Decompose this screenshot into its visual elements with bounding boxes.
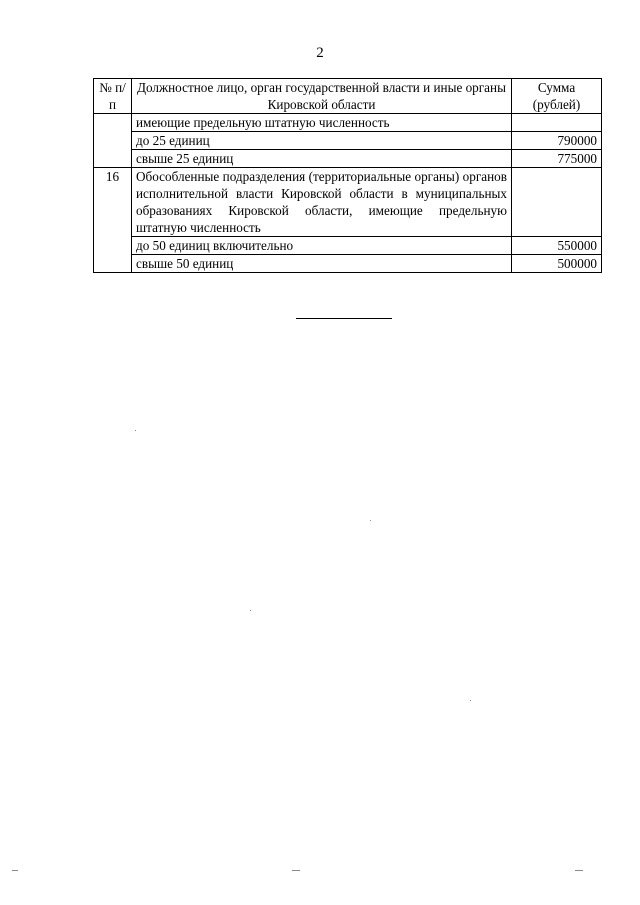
row-sum: 550000 xyxy=(512,237,602,255)
table-row xyxy=(94,132,602,150)
row-description: свыше 25 единиц xyxy=(132,150,512,168)
row-description: до 25 единиц xyxy=(132,132,512,150)
header-number: № п/п xyxy=(94,79,132,114)
row-description: Обособленные подразделения (территориальные органы) органов исполнительной власти Кировской области в муниципальных образованиях Кировской области, имеющие предельную штатную численность xyxy=(132,168,512,237)
row-sum: 790000 xyxy=(512,132,602,150)
row-sum: 775000 xyxy=(512,150,602,168)
table-header-row xyxy=(94,79,602,114)
header-sum: Сумма (рублей) xyxy=(512,79,602,114)
row-description: имеющие предельную штатную численность xyxy=(132,114,512,132)
page-number: 2 xyxy=(316,45,324,61)
table-row xyxy=(94,168,602,237)
table-row xyxy=(94,255,602,273)
amounts-table xyxy=(93,78,602,273)
header-description: Должностное лицо, орган государственной власти и иные органы Кировской области xyxy=(132,79,512,114)
scan-speck xyxy=(575,870,583,871)
row-number: 16 xyxy=(94,168,132,273)
table-row xyxy=(94,150,602,168)
row-sum xyxy=(512,168,602,237)
scan-speck xyxy=(12,870,18,871)
row-description: до 50 единиц включительно xyxy=(132,237,512,255)
scan-speck xyxy=(470,700,471,701)
row-description: свыше 50 единиц xyxy=(132,255,512,273)
row-sum xyxy=(512,114,602,132)
row-number xyxy=(94,114,132,168)
scan-speck xyxy=(370,520,371,521)
table-row xyxy=(94,237,602,255)
scan-speck xyxy=(250,610,251,611)
scan-speck xyxy=(292,870,300,871)
scan-speck xyxy=(135,430,136,431)
end-rule xyxy=(296,318,392,319)
row-sum: 500000 xyxy=(512,255,602,273)
table-row xyxy=(94,114,602,132)
